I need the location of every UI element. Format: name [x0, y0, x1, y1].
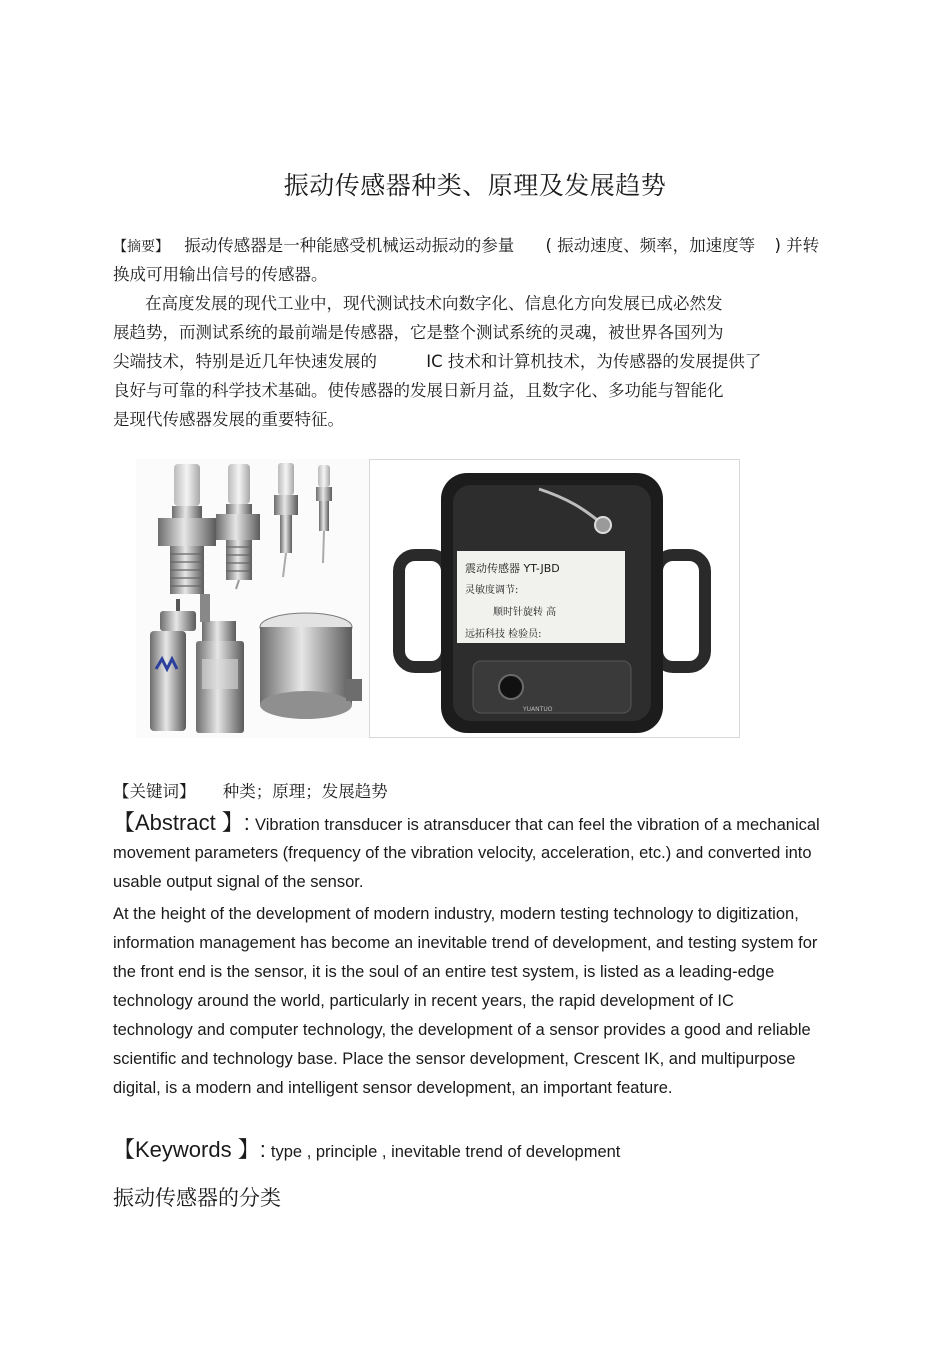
abstract-en-line10: digital, is a modern and intelligent sensor development, an important feature. — [113, 1079, 673, 1097]
abstract-cn-line7: 是现代传感器发展的重要特征。 — [113, 410, 344, 429]
section-heading: 振动传感器的分类 — [113, 1186, 281, 1210]
device-label-line1: 震动传感器 YT-JBD — [465, 562, 560, 575]
accelerometer-sensors-image — [136, 459, 369, 738]
abstract-en-line8: technology and computer technology, the development of a sensor provides a good and reliable — [113, 1021, 811, 1039]
abstract-en-line4: At the height of the development of modern industry, modern testing technology to digitization, — [113, 905, 799, 923]
abstract-cn-line6: 良好与可靠的科学技术基础。使传感器的发展日新月益，且数字化、多功能与智能化 — [113, 381, 724, 400]
abstract-cn-label: 【摘要】 — [113, 239, 169, 255]
abstract-cn-line1 — [113, 231, 819, 262]
keywords-en-label: 【Keywords 】: — [113, 1137, 266, 1162]
sensor-photo-right — [369, 459, 740, 738]
abstract-en-line5: information management has become an inevitable trend of development, and testing system for — [113, 934, 818, 952]
keywords-cn — [113, 777, 388, 806]
abstract-en-line6: the front end is the sensor, it is the soul of an entire test system, is listed as a leading-edge — [113, 963, 775, 981]
keywords-en — [113, 1133, 620, 1167]
abstract-cn-line2: 换成可用输出信号的传感器。 — [113, 265, 328, 284]
abstract-cn-line3: 在高度发展的现代工业中，现代测试技术向数字化、信息化方向发展已成必然发 — [145, 294, 723, 313]
keywords-cn-label: 【关键词】 — [113, 782, 196, 801]
abstract-cn-line5 — [113, 347, 761, 376]
abstract-en-line1 — [113, 806, 820, 840]
abstract-cn-text-c: ) 并转 — [774, 236, 820, 255]
abstract-cn-line5-b: IC 技术和计算机技术，为传感器的发展提供了 — [426, 352, 762, 371]
vibration-sensor-device-image — [369, 459, 740, 738]
abstract-en-text-1: Vibration transducer is atransducer that can feel the vibration of a mechanical — [255, 816, 820, 834]
abstract-cn-line4: 展趋势，而测试系统的最前端是传感器，它是整个测试系统的灵魂，被世界各国列为 — [113, 323, 724, 342]
page-title: 振动传感器种类、原理及发展趋势 — [283, 171, 667, 200]
abstract-cn-text-b: ( 振动速度、频率，加速度等 — [545, 236, 756, 255]
abstract-en-line2: movement parameters (frequency of the vibration velocity, acceleration, etc.) and converted into — [113, 844, 812, 862]
abstract-cn-text-a: 振动传感器是一种能感受机械运动振动的参量 — [184, 236, 515, 255]
device-label-line2: 灵敏度调节: — [465, 585, 519, 596]
device-label-line4: 远拓科技 检验员: — [465, 629, 542, 640]
abstract-en-line7: technology around the world, particularly in recent years, the rapid development of IC — [113, 992, 734, 1010]
abstract-cn-line5-a: 尖端技术，特别是近几年快速发展的 — [113, 352, 377, 371]
abstract-en-label: 【Abstract 】: — [113, 810, 250, 835]
device-brand: YUANTUO — [523, 706, 553, 713]
keywords-cn-text: 种类；原理；发展趋势 — [222, 782, 388, 801]
keywords-en-text: type , principle , inevitable trend of development — [270, 1143, 621, 1161]
device-label-line3: 顺时针旋转 高 — [493, 607, 557, 618]
abstract-en-line9: scientific and technology base. Place the sensor development, Crescent IK, and multipurpose — [113, 1050, 796, 1068]
abstract-en-line3: usable output signal of the sensor. — [113, 873, 364, 891]
sensor-photo-left — [136, 459, 369, 738]
